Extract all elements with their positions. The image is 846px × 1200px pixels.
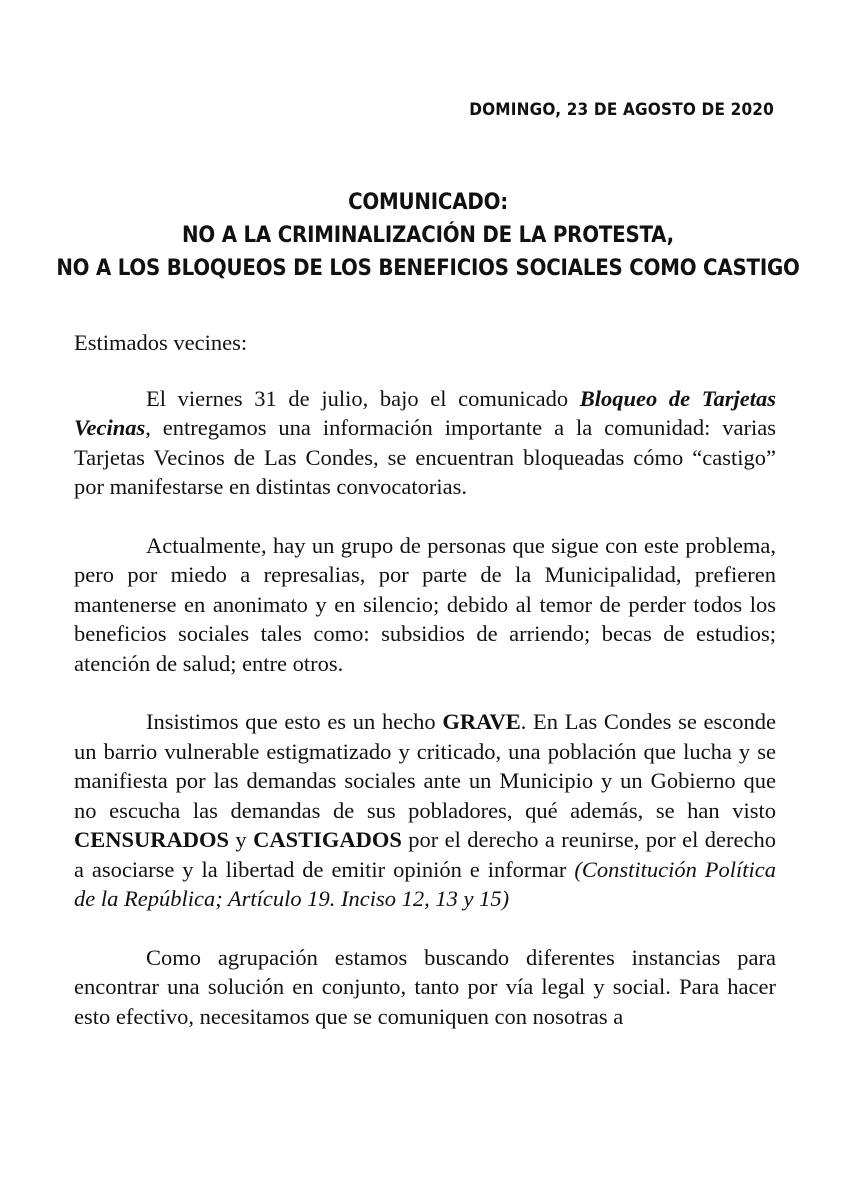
paragraph-text: por el derecho a reunirse, por el derecho a asociarse y la libertad de emitir opinión e informar [74,827,776,882]
paragraph-3 [74,707,776,914]
emphasis-bold: CASTIGADOS [253,827,402,852]
paragraph-text: , entregamos una información importante a la comunidad: varias Tarjetas Vecinos de Las Condes, se encuentran bloqueadas cómo “castigo” por manifestarse en distintas convocatorias. [74,415,776,499]
emphasis-bold: GRAVE [442,709,521,734]
paragraph-text: El viernes 31 de julio, bajo el comunicado [146,385,580,411]
paragraph-text: Como agrupación estamos buscando diferentes instancias para encontrar una solución en conjunto, tanto por vía legal y social. Para hacer esto efectivo, necesitamos que se comuniquen con nosotras a [74,944,776,1029]
title-line-3: NO A LOS BLOQUEOS DE LOS BENEFICIOS SOCIALES COMO CASTIGO [56,256,800,281]
paragraph-text: . En Las Condes se esconde un barrio vulnerable estigmatizado y criticado, una población que lucha y se manifiesta por las demandas sociales ante un Municipio y un Gobierno que no escucha las demandas de sus pobladores, qué además, se han visto [74,709,776,823]
paragraph-text: Insistimos que esto es un hecho [146,709,443,734]
paragraph-1 [74,384,776,502]
emphasis-bold: CENSURADOS [74,827,230,852]
emphasis-bold-italic: Bloqueo de Tarjetas Vecinas [74,385,776,440]
paragraph-4 [74,943,776,1032]
paragraph-2 [74,531,776,679]
legal-citation: (Constitución Política de la República; Artículo 19. Inciso 12, 13 y 15) [74,856,777,911]
paragraph-text: y [229,827,254,852]
document-body [74,328,776,1060]
document-title [0,186,846,285]
document-date: DOMINGO, 23 DE AGOSTO DE 2020 [469,100,774,120]
greeting: Estimados vecines: [74,330,248,355]
paragraph-text: Actualmente, hay un grupo de personas que sigue con este problema, pero por miedo a represalias, por parte de la Municipalidad, prefieren mantenerse en anonimato y en silencio; debido al temor de perder todos los beneficios sociales tales como: subsidios de arriendo; becas de estudios; atención de salud; entre otros. [74,532,776,676]
title-line-2: NO A LA CRIMINALIZACIÓN DE LA PROTESTA, [182,223,674,248]
title-line-1: COMUNICADO: [348,190,508,215]
